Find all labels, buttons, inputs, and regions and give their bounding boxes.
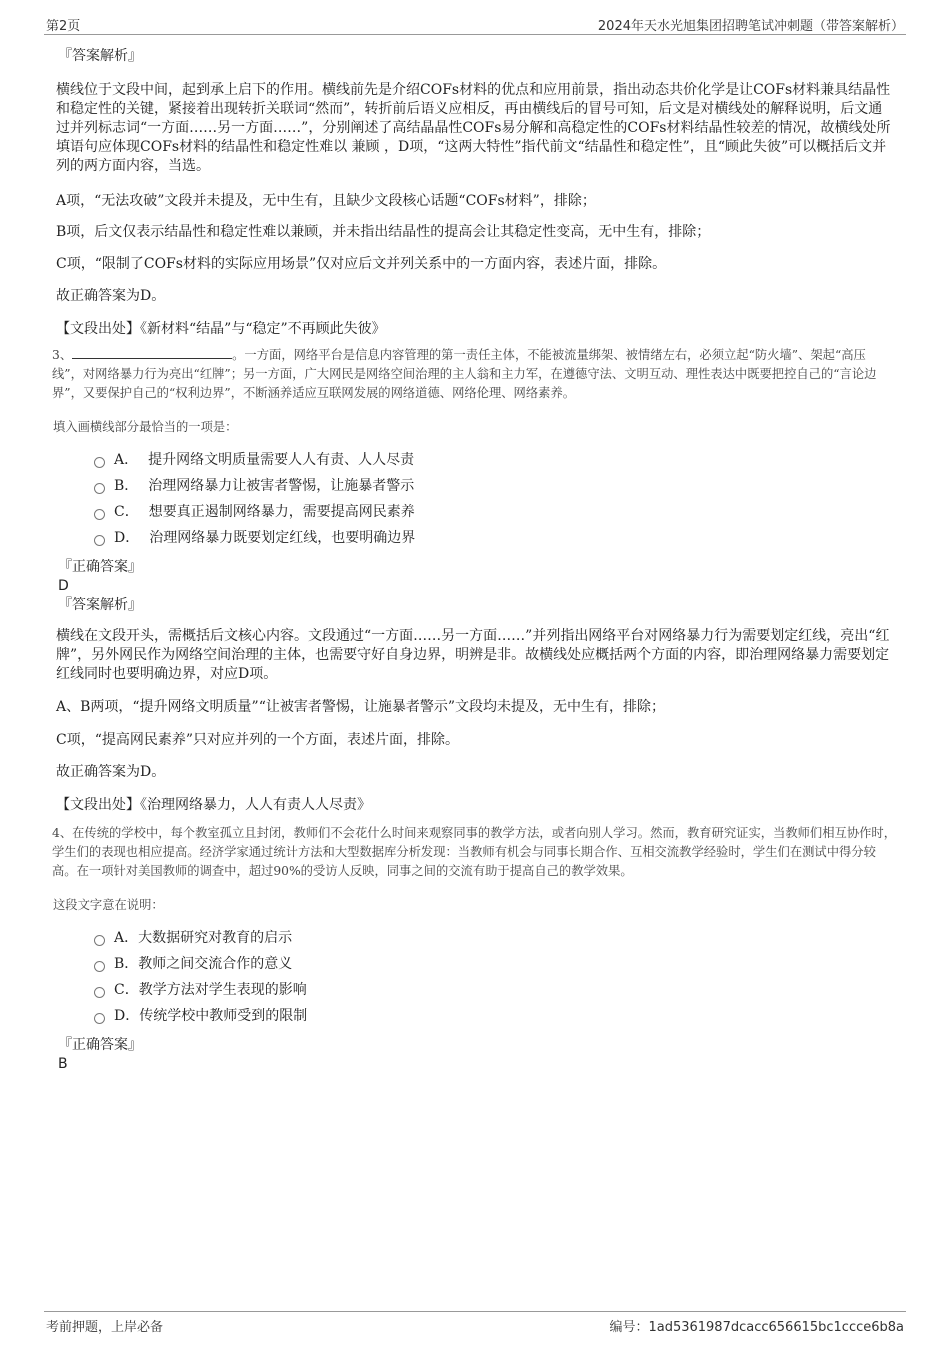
q3-stem-text: 。一方面，网络平台是信息内容管理的第一责任主体，不能被流量绑架、被情绪左右，必须立起“防火墙”、架起“高压线”，对网络暴力行为亮出“红牌”；另一方面，广大网民是网络空间治理的主人翁和主力军，在遵德守法、文明互动、理性表达中既要把控自己的“言论边界”，又要保护自己的“权利边界”，不断涵养适应互联网发展的网络道德、网络伦理、网络素养。 [52,348,877,400]
q3-analysis-tag: 『答案解析』 [58,597,142,613]
q3-option-b[interactable] [94,473,896,499]
document-body [52,46,897,1073]
option-text: 教师之间交流合作的意义 [138,956,293,972]
option-text: 治理网络暴力既要划定红线，也要明确边界 [149,530,416,546]
q2-analysis-option-c: C项，“限制了COFs材料的实际应用场景”仅对应后文并列关系中的一方面内容，表述片面，排除。 [56,256,667,272]
q3-options [94,447,896,551]
q3-conclusion: 故正确答案为D。 [56,764,166,780]
document-title: 2024年天水光旭集团招聘笔试冲刺题（带答案解析） [597,19,904,34]
q3-analysis-option-c: C项，“提高网民素养”只对应并列的一个方面，表述片面，排除。 [56,732,460,748]
q2-analysis-option-a: A项，“无法攻破”文段并未提及，无中生有，且缺少文段核心话题“COFs材料”，排除； [56,193,596,209]
document-code: 编号：1ad5361987dcacc656615bc1ccce6b8a [609,1320,904,1335]
q4-stem: 4、在传统的学校中，每个教室孤立且封闭，教师们不会花什么时间来观察同事的教学方法，或者向别人学习。然而，教育研究证实，当教师们相互协作时，学生们的表现也相应提高。经济学家通过统计方法和大型数据库分析发现：当教师有机会与同事长期合作、互相交流教学经验时，学生们在测试中得分较高。在一项针对美国教师的调查中，超过90%的受访人反映，同事之间的交流有助于提高自己的教学效果。 [52,826,897,878]
radio-icon[interactable] [94,457,105,468]
option-letter: D． [114,1008,140,1024]
q4-option-a[interactable] [94,925,896,951]
q4-correct-answer: B [58,1056,68,1072]
q2-analysis-option-b: B项，后文仅表示结晶性和稳定性难以兼顾，并未指出结晶性的提高会让其稳定性变高，无中生有，排除； [56,224,711,240]
q4-option-d[interactable] [94,1003,896,1029]
footer-slogan: 考前押题，上岸必备 [46,1320,164,1335]
q2-conclusion: 故正确答案为D。 [56,288,166,304]
option-letter: B． [114,956,139,972]
radio-icon[interactable] [94,961,105,972]
page-footer [44,1311,906,1334]
q3-option-c[interactable] [94,499,896,525]
option-letter: B． [114,478,139,494]
option-letter: C． [114,504,139,520]
radio-icon[interactable] [94,1013,105,1024]
fill-in-blank [72,346,232,359]
q3-option-d[interactable] [94,525,896,551]
q4-option-c[interactable] [94,977,896,1003]
q3-analysis-text: 横线在文段开头，需概括后文核心内容。文段通过“一方面……另一方面……”并列指出网络平台对网络暴力行为需要划定红线，亮出“红牌”，另外网民作为网络空间治理的主体，也需要守好自身边界，明辨是非。故横线处应概括两个方面的内容，即治理网络暴力需要划定红线同时也要明确边界，对应D项。 [56,628,890,682]
q3-analysis-option-ab: A、B两项，“提升网络文明质量”“让被害者警惕，让施暴者警示”文段均未提及，无中生有，排除； [56,699,666,715]
page-number: 第2页 [46,19,81,34]
q3-stem [52,346,896,403]
radio-icon[interactable] [94,483,105,494]
option-text: 传统学校中教师受到的限制 [139,1008,308,1024]
radio-icon[interactable] [94,987,105,998]
option-letter: A． [114,930,139,946]
radio-icon[interactable] [94,535,105,546]
option-letter: C． [114,982,139,998]
q3-number: 3、 [52,348,73,362]
option-text: 治理网络暴力让被害者警惕，让施暴者警示 [148,478,415,494]
option-text: 大数据研究对教育的启示 [138,930,293,946]
q4-correct-tag: 『正确答案』 [58,1037,142,1053]
option-text: 提升网络文明质量需要人人有责、人人尽责 [148,452,415,468]
q3-correct-tag: 『正确答案』 [58,559,142,575]
q3-correct-answer: D [58,578,69,594]
q4-options [94,925,896,1029]
option-text: 教学方法对学生表现的影响 [138,982,307,998]
q2-source: 【文段出处】《新材料“结晶”与“稳定”不再顾此失彼》 [56,321,386,337]
q3-prompt: 填入画横线部分最恰当的一项是： [53,420,238,434]
option-letter: D． [114,530,140,546]
option-letter: A． [114,452,139,468]
radio-icon[interactable] [94,509,105,520]
radio-icon[interactable] [94,935,105,946]
q3-option-a[interactable] [94,447,896,473]
q2-analysis-tag: 『答案解析』 [58,48,142,64]
q4-prompt: 这段文字意在说明： [53,898,164,912]
q2-analysis-text: 横线位于文段中间，起到承上启下的作用。横线前先是介绍COFs材料的优点和应用前景，指出动态共价化学是让COFs材料兼具结晶性和稳定性的关键，紧接着出现转折关联词“然而”，转折前后语义应相反，再由横线后的冒号可知，后文是对横线处的解释说明，后文通过并列标志词“一方面……另一方面……”，分别阐述了高结晶晶性COFs易分解和高稳定性的COFs材料结晶性较差的情况，故横线处所填语句应体现COFs材料的结晶性和稳定性难以 兼顾 ，D项，“这两大特性”指代前文“结晶性和稳定性”，且“顾此失彼”可以概括后文并列的两方面内容，当选。 [56,82,891,174]
page-header [44,12,906,35]
q3-source: 【文段出处】《治理网络暴力，人人有责人人尽责》 [56,797,371,813]
option-text: 想要真正遏制网络暴力，需要提高网民素养 [148,504,415,520]
q4-option-b[interactable] [94,951,896,977]
